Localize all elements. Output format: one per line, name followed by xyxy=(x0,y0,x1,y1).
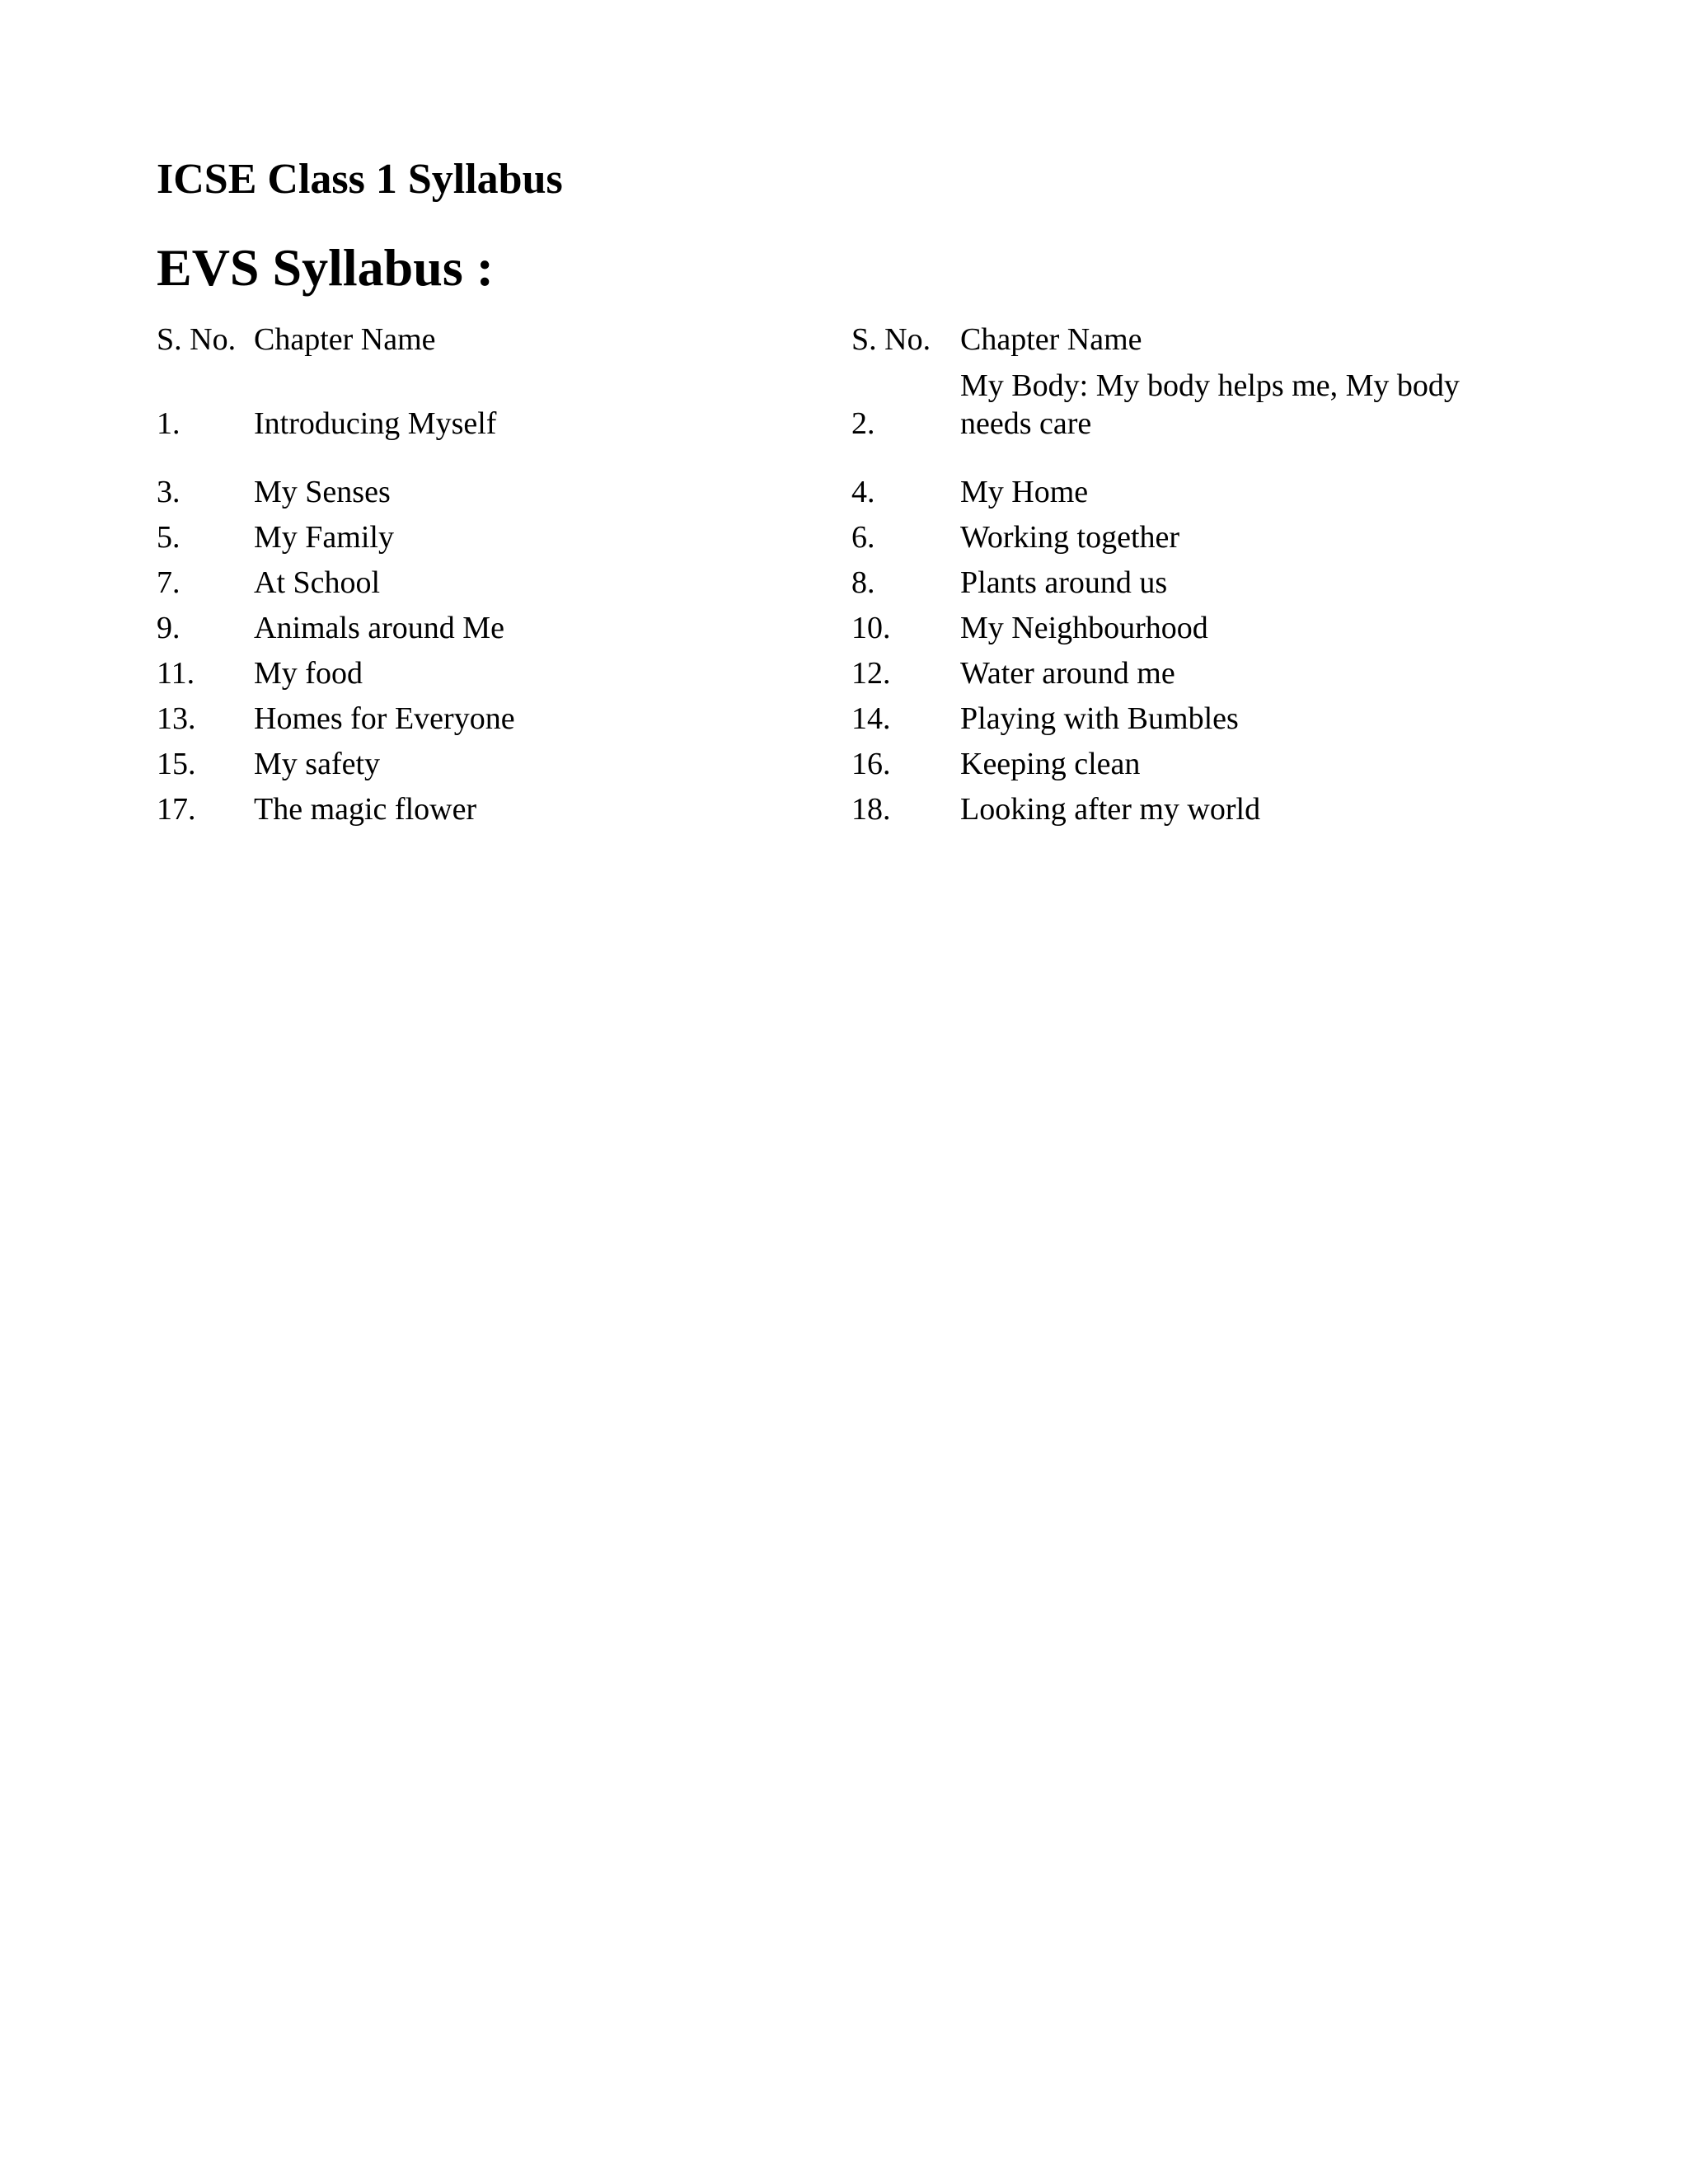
left-chapter-cell: The magic flower xyxy=(254,792,477,827)
table-header-row xyxy=(157,313,1525,359)
left-sno-cell: 9. xyxy=(157,611,181,645)
right-chapter-cell: Keeping clean xyxy=(960,747,1141,781)
right-chapter-cell: My Home xyxy=(960,475,1089,509)
left-chapter-cell: Homes for Everyone xyxy=(254,701,515,736)
left-chapter-cell: My safety xyxy=(254,747,381,781)
spacer-cell xyxy=(157,443,254,466)
left-sno-cell: 7. xyxy=(157,565,181,600)
right-sno-cell: 14. xyxy=(851,701,891,736)
right-chapter-cell: Playing with Bumbles xyxy=(960,701,1239,736)
right-sno-cell: 8. xyxy=(851,565,875,600)
right-sno-cell: 16. xyxy=(851,747,891,781)
left-chapter-cell: My Senses xyxy=(254,475,391,509)
syllabus-table xyxy=(157,313,1525,828)
left-sno-cell: 3. xyxy=(157,475,181,509)
left-sno-cell: 11. xyxy=(157,656,195,691)
left-chapter-cell: My Family xyxy=(254,520,394,555)
left-sno-cell: 13. xyxy=(157,701,196,736)
right-sno-cell: 6. xyxy=(851,520,875,555)
right-chapter-cell: Looking after my world xyxy=(960,792,1261,827)
right-sno-cell: 12. xyxy=(851,656,891,691)
table-row xyxy=(157,602,1525,647)
header-left-chapter-name: Chapter Name xyxy=(254,322,436,357)
table-spacer-row xyxy=(157,443,1525,466)
table-row xyxy=(157,692,1525,738)
right-sno-cell: 2. xyxy=(851,406,875,441)
left-sno-cell: 17. xyxy=(157,792,196,827)
spacer-cell xyxy=(960,443,1525,466)
section-title: EVS Syllabus : xyxy=(157,238,495,297)
spacer-cell xyxy=(851,443,960,466)
right-chapter-cell: Water around me xyxy=(960,656,1175,691)
left-chapter-cell: Introducing Myself xyxy=(254,406,497,441)
left-sno-cell: 5. xyxy=(157,520,181,555)
left-chapter-cell: At School xyxy=(254,565,381,600)
right-sno-cell: 18. xyxy=(851,792,891,827)
right-sno-cell: 10. xyxy=(851,611,891,645)
left-sno-cell: 1. xyxy=(157,406,181,441)
right-chapter-cell: My Neighbourhood xyxy=(960,611,1208,645)
table-row xyxy=(157,511,1525,556)
right-chapter-cell: My Body: My body helps me, My body needs care xyxy=(960,368,1460,441)
table-row xyxy=(157,647,1525,692)
left-chapter-cell: My food xyxy=(254,656,363,691)
right-chapter-cell: Plants around us xyxy=(960,565,1168,600)
table-row xyxy=(157,783,1525,828)
left-sno-cell: 15. xyxy=(157,747,196,781)
table-row xyxy=(157,556,1525,602)
header-right-sno: S. No. xyxy=(851,322,931,357)
table-row xyxy=(157,738,1525,783)
right-sno-cell: 4. xyxy=(851,475,875,509)
header-right-chapter-name: Chapter Name xyxy=(960,322,1142,357)
table-row xyxy=(157,466,1525,511)
right-chapter-cell: Working together xyxy=(960,520,1180,555)
spacer-cell xyxy=(254,443,851,466)
left-chapter-cell: Animals around Me xyxy=(254,611,504,645)
document-title: ICSE Class 1 Syllabus xyxy=(157,156,563,203)
table-row xyxy=(157,359,1525,443)
header-left-sno: S. No. xyxy=(157,322,237,357)
